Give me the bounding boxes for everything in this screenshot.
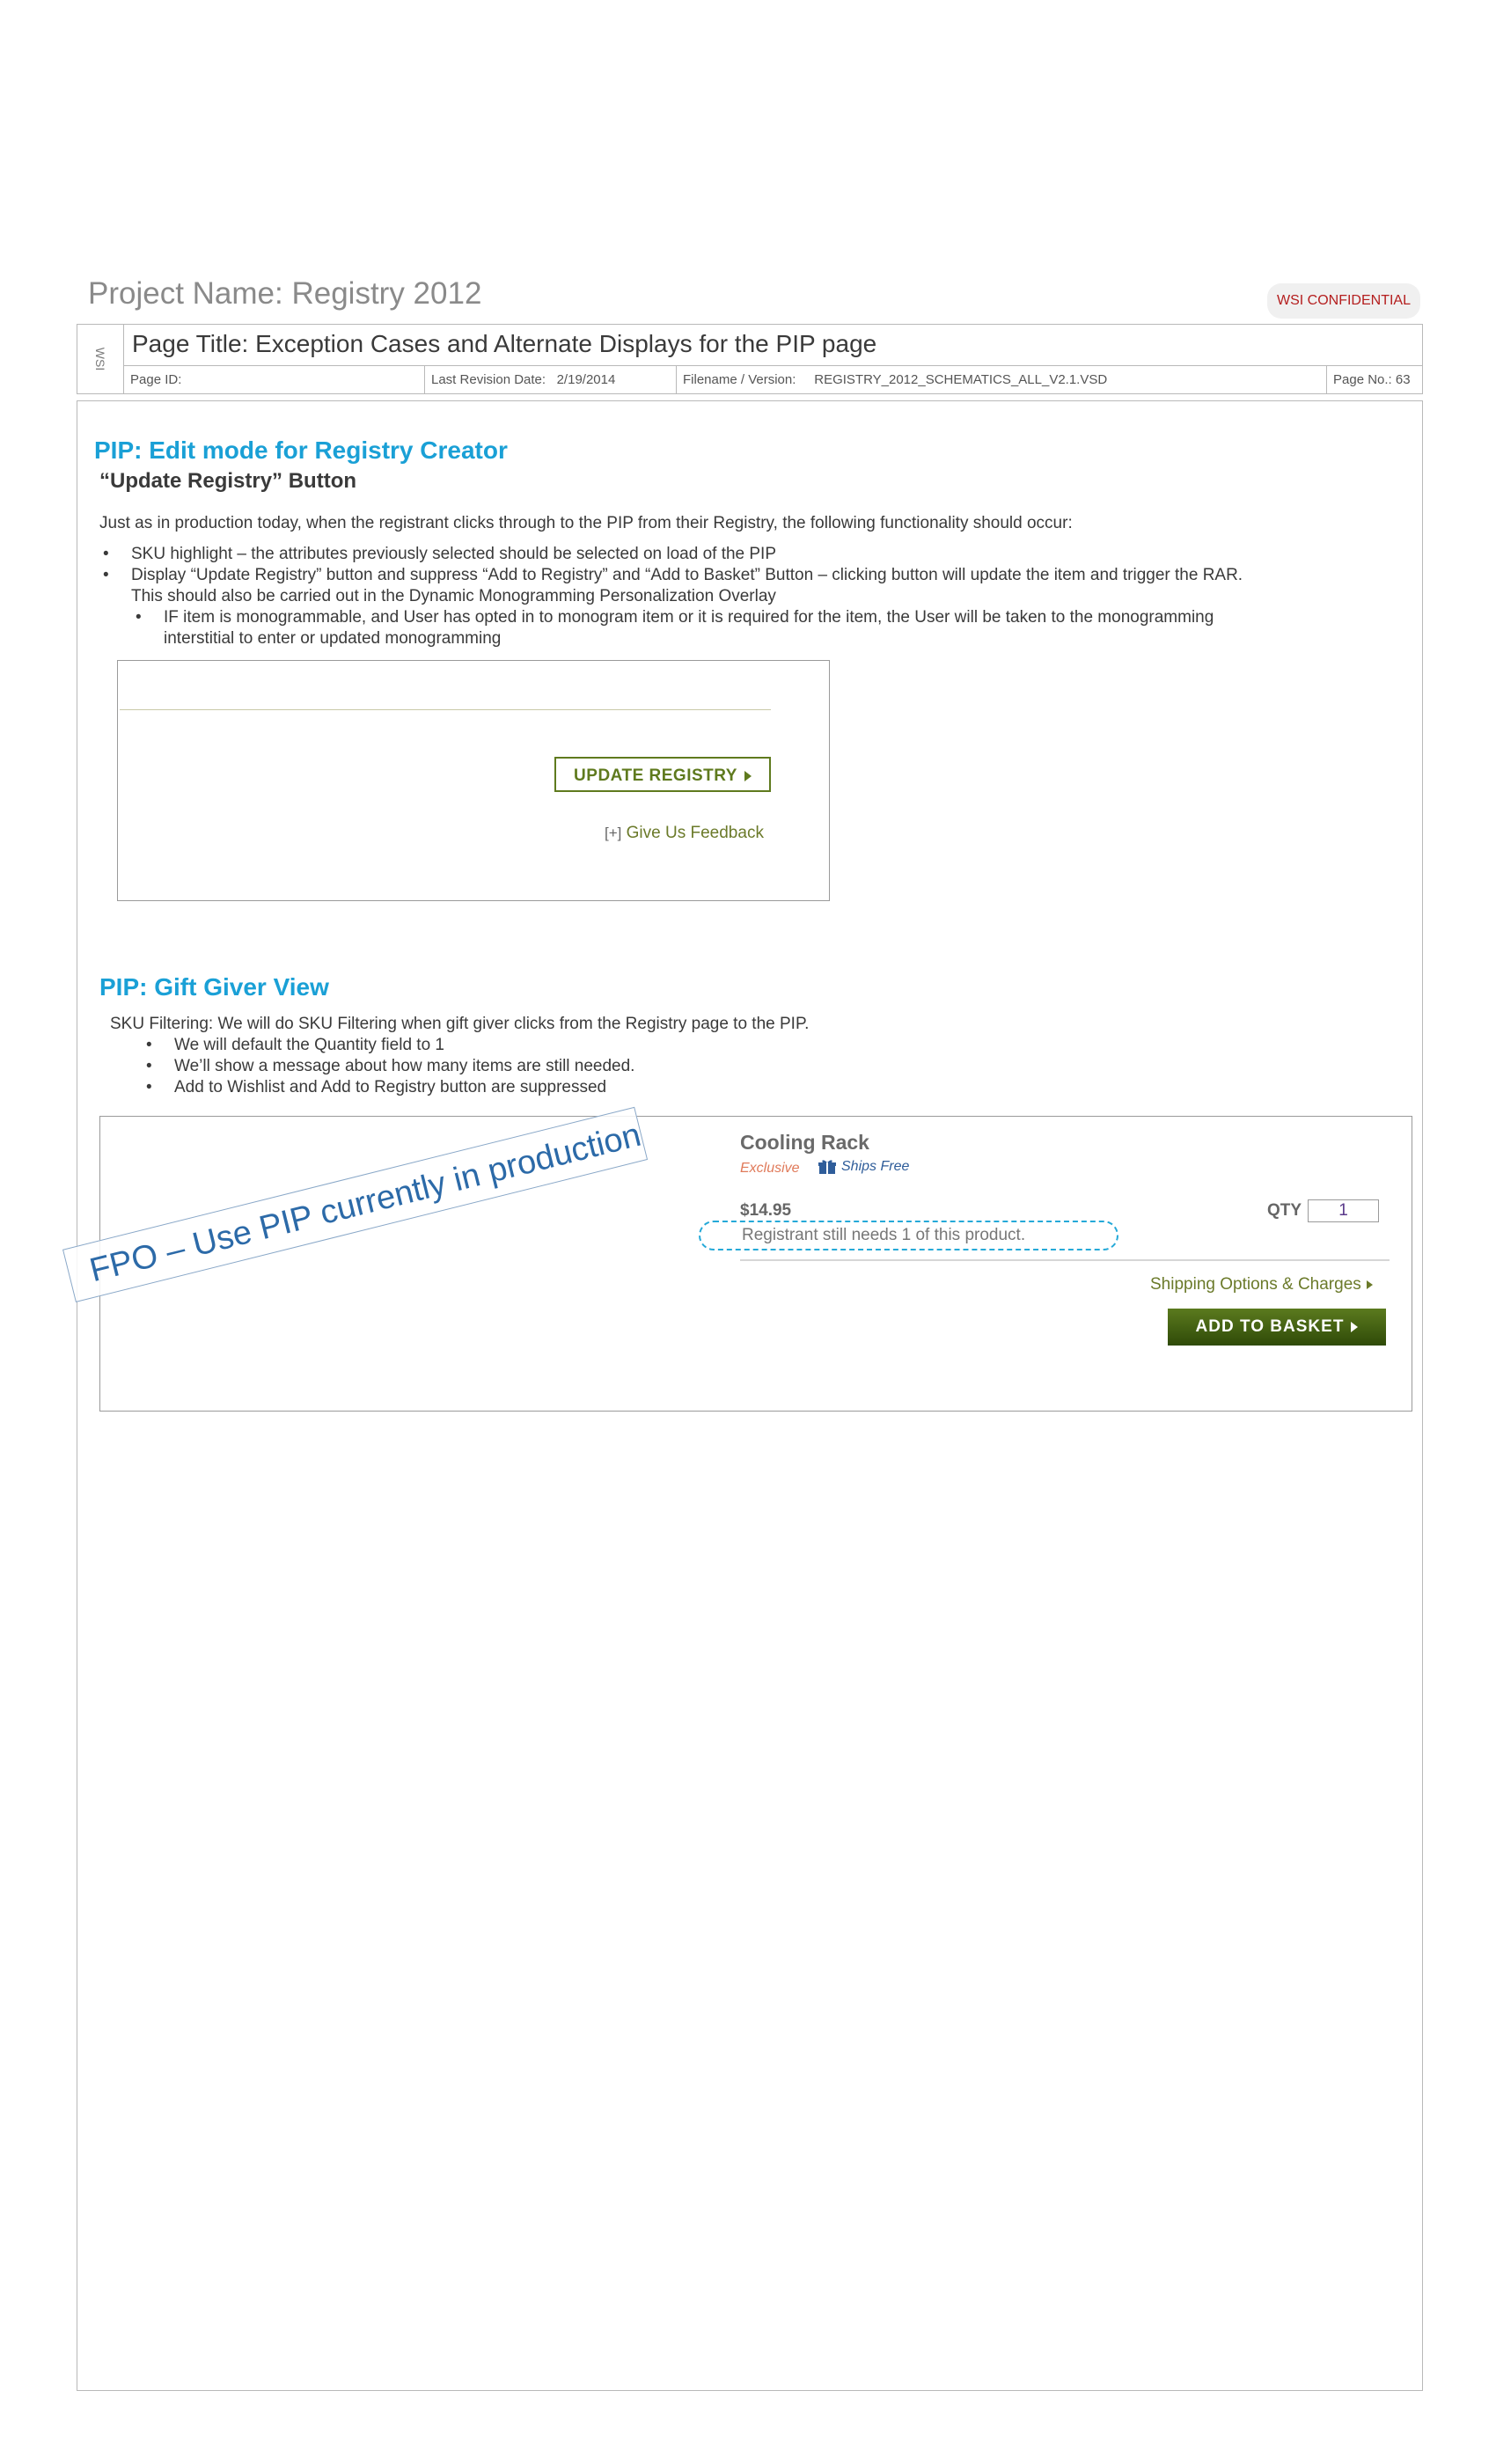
- fpo-annotation: FPO – Use PIP currently in production: [62, 1107, 648, 1302]
- meta-row: [123, 365, 1422, 394]
- bullet-text: We’ll show a message about how many items are still needed.: [174, 1057, 635, 1075]
- plus-icon: [+]: [605, 825, 622, 841]
- bullet-text: We will default the Quantity field to 1: [174, 1036, 444, 1054]
- feedback-label: Give Us Feedback: [626, 824, 764, 842]
- section2-bullets: [146, 1035, 1318, 1098]
- bullet-text: Display “Update Registry” button and suppress “Add to Registry” and “Add to Basket” Button – clicking button will update the item and trigger the RAR.: [131, 566, 1243, 584]
- section1-sub-bullets: [136, 607, 1378, 649]
- divider: [740, 1259, 1390, 1261]
- page-title: Page Title: Exception Cases and Alternate Displays for the PIP page: [132, 330, 877, 357]
- sub-bullet-text: IF item is monogrammable, and User has opted in to monogram item or it is required for the item, the User will be taken to the monogramming: [164, 608, 1214, 627]
- project-name: Project Name: Registry 2012: [88, 276, 482, 311]
- section1-bullets: [103, 544, 1381, 607]
- update-registry-mockup: [117, 660, 830, 901]
- filename: [676, 366, 1107, 394]
- list-item: [131, 586, 1381, 607]
- quantity-input[interactable]: [1308, 1199, 1379, 1222]
- shipping-options-link[interactable]: [1150, 1275, 1373, 1294]
- filename-value: REGISTRY_2012_SCHEMATICS_ALL_V2.1.VSD: [814, 372, 1108, 387]
- update-registry-button[interactable]: [554, 757, 771, 792]
- last-revision-label: Last Revision Date:: [431, 372, 546, 387]
- bullet-text: Add to Wishlist and Add to Registry button are suppressed: [174, 1078, 607, 1096]
- list-item: • SKU highlight – the attributes previously selected should be selected on load of the PIP: [103, 545, 777, 563]
- page-id-label: Page ID:: [130, 372, 182, 387]
- ships-free-label: Ships Free: [841, 1159, 910, 1175]
- list-item: • We will default the Quantity field to 1: [146, 1036, 444, 1054]
- add-to-basket-button[interactable]: [1168, 1309, 1386, 1346]
- section2-intro: SKU Filtering: We will do SKU Filtering when gift giver clicks from the Registry page to the PIP.: [110, 1015, 810, 1033]
- section1-title: PIP: Edit mode for Registry Creator: [94, 436, 508, 464]
- shipping-options-label: Shipping Options & Charges: [1150, 1275, 1361, 1294]
- brand-label: WSI: [93, 347, 107, 371]
- confidential-badge: WSI CONFIDENTIAL: [1267, 283, 1420, 319]
- list-item: • IF item is monogrammable, and User has opted in to monogram item or it is required for the item, the User will be taken to the monogramming: [136, 608, 1214, 627]
- add-to-basket-label: ADD TO BASKET: [1195, 1317, 1345, 1336]
- last-revision-value: 2/19/2014: [556, 372, 616, 387]
- gift-giver-mockup: [99, 1116, 1412, 1412]
- section1-intro: Just as in production today, when the registrant clicks through to the PIP from their Registry, the following functionality should occur:: [99, 514, 1073, 532]
- filename-label: Filename / Version:: [683, 372, 796, 387]
- list-item: [164, 628, 1378, 649]
- exclusive-badge: Exclusive: [740, 1161, 800, 1176]
- update-registry-label: UPDATE REGISTRY: [574, 766, 737, 785]
- list-item: • Display “Update Registry” button and suppress “Add to Registry” and “Add to Basket” Button – clicking button will update the item and trigger the RAR.: [103, 566, 1243, 584]
- list-item: • We’ll show a message about how many items are still needed.: [146, 1057, 635, 1075]
- list-item: • Add to Wishlist and Add to Registry button are suppressed: [146, 1078, 607, 1096]
- bullet-text: This should also be carried out in the Dynamic Monogramming Personalization Overlay: [131, 587, 776, 605]
- ships-free-badge: [818, 1159, 909, 1175]
- price: $14.95: [740, 1201, 792, 1220]
- gift-icon: [818, 1159, 836, 1175]
- product-name: Cooling Rack: [740, 1131, 869, 1154]
- last-revision: [424, 366, 615, 394]
- title-block: [77, 324, 1423, 394]
- section2-title: PIP: Gift Giver View: [99, 973, 329, 1001]
- page-number: Page No.: 63: [1333, 372, 1411, 387]
- brand-column: [77, 325, 124, 393]
- triangle-right-icon: [1351, 1322, 1358, 1332]
- section1-subtitle: “Update Registry” Button: [99, 469, 357, 493]
- triangle-right-icon: [1367, 1280, 1373, 1289]
- qty-label: QTY: [1267, 1201, 1302, 1220]
- divider: [120, 709, 771, 710]
- bullet-text: SKU highlight – the attributes previously selected should be selected on load of the PIP: [131, 545, 777, 563]
- give-feedback-link[interactable]: [605, 824, 764, 843]
- triangle-right-icon: [744, 771, 752, 781]
- registrant-message: Registrant still needs 1 of this product.: [699, 1221, 1118, 1250]
- sub-bullet-text-cont: interstitial to enter or updated monogramming: [164, 629, 502, 648]
